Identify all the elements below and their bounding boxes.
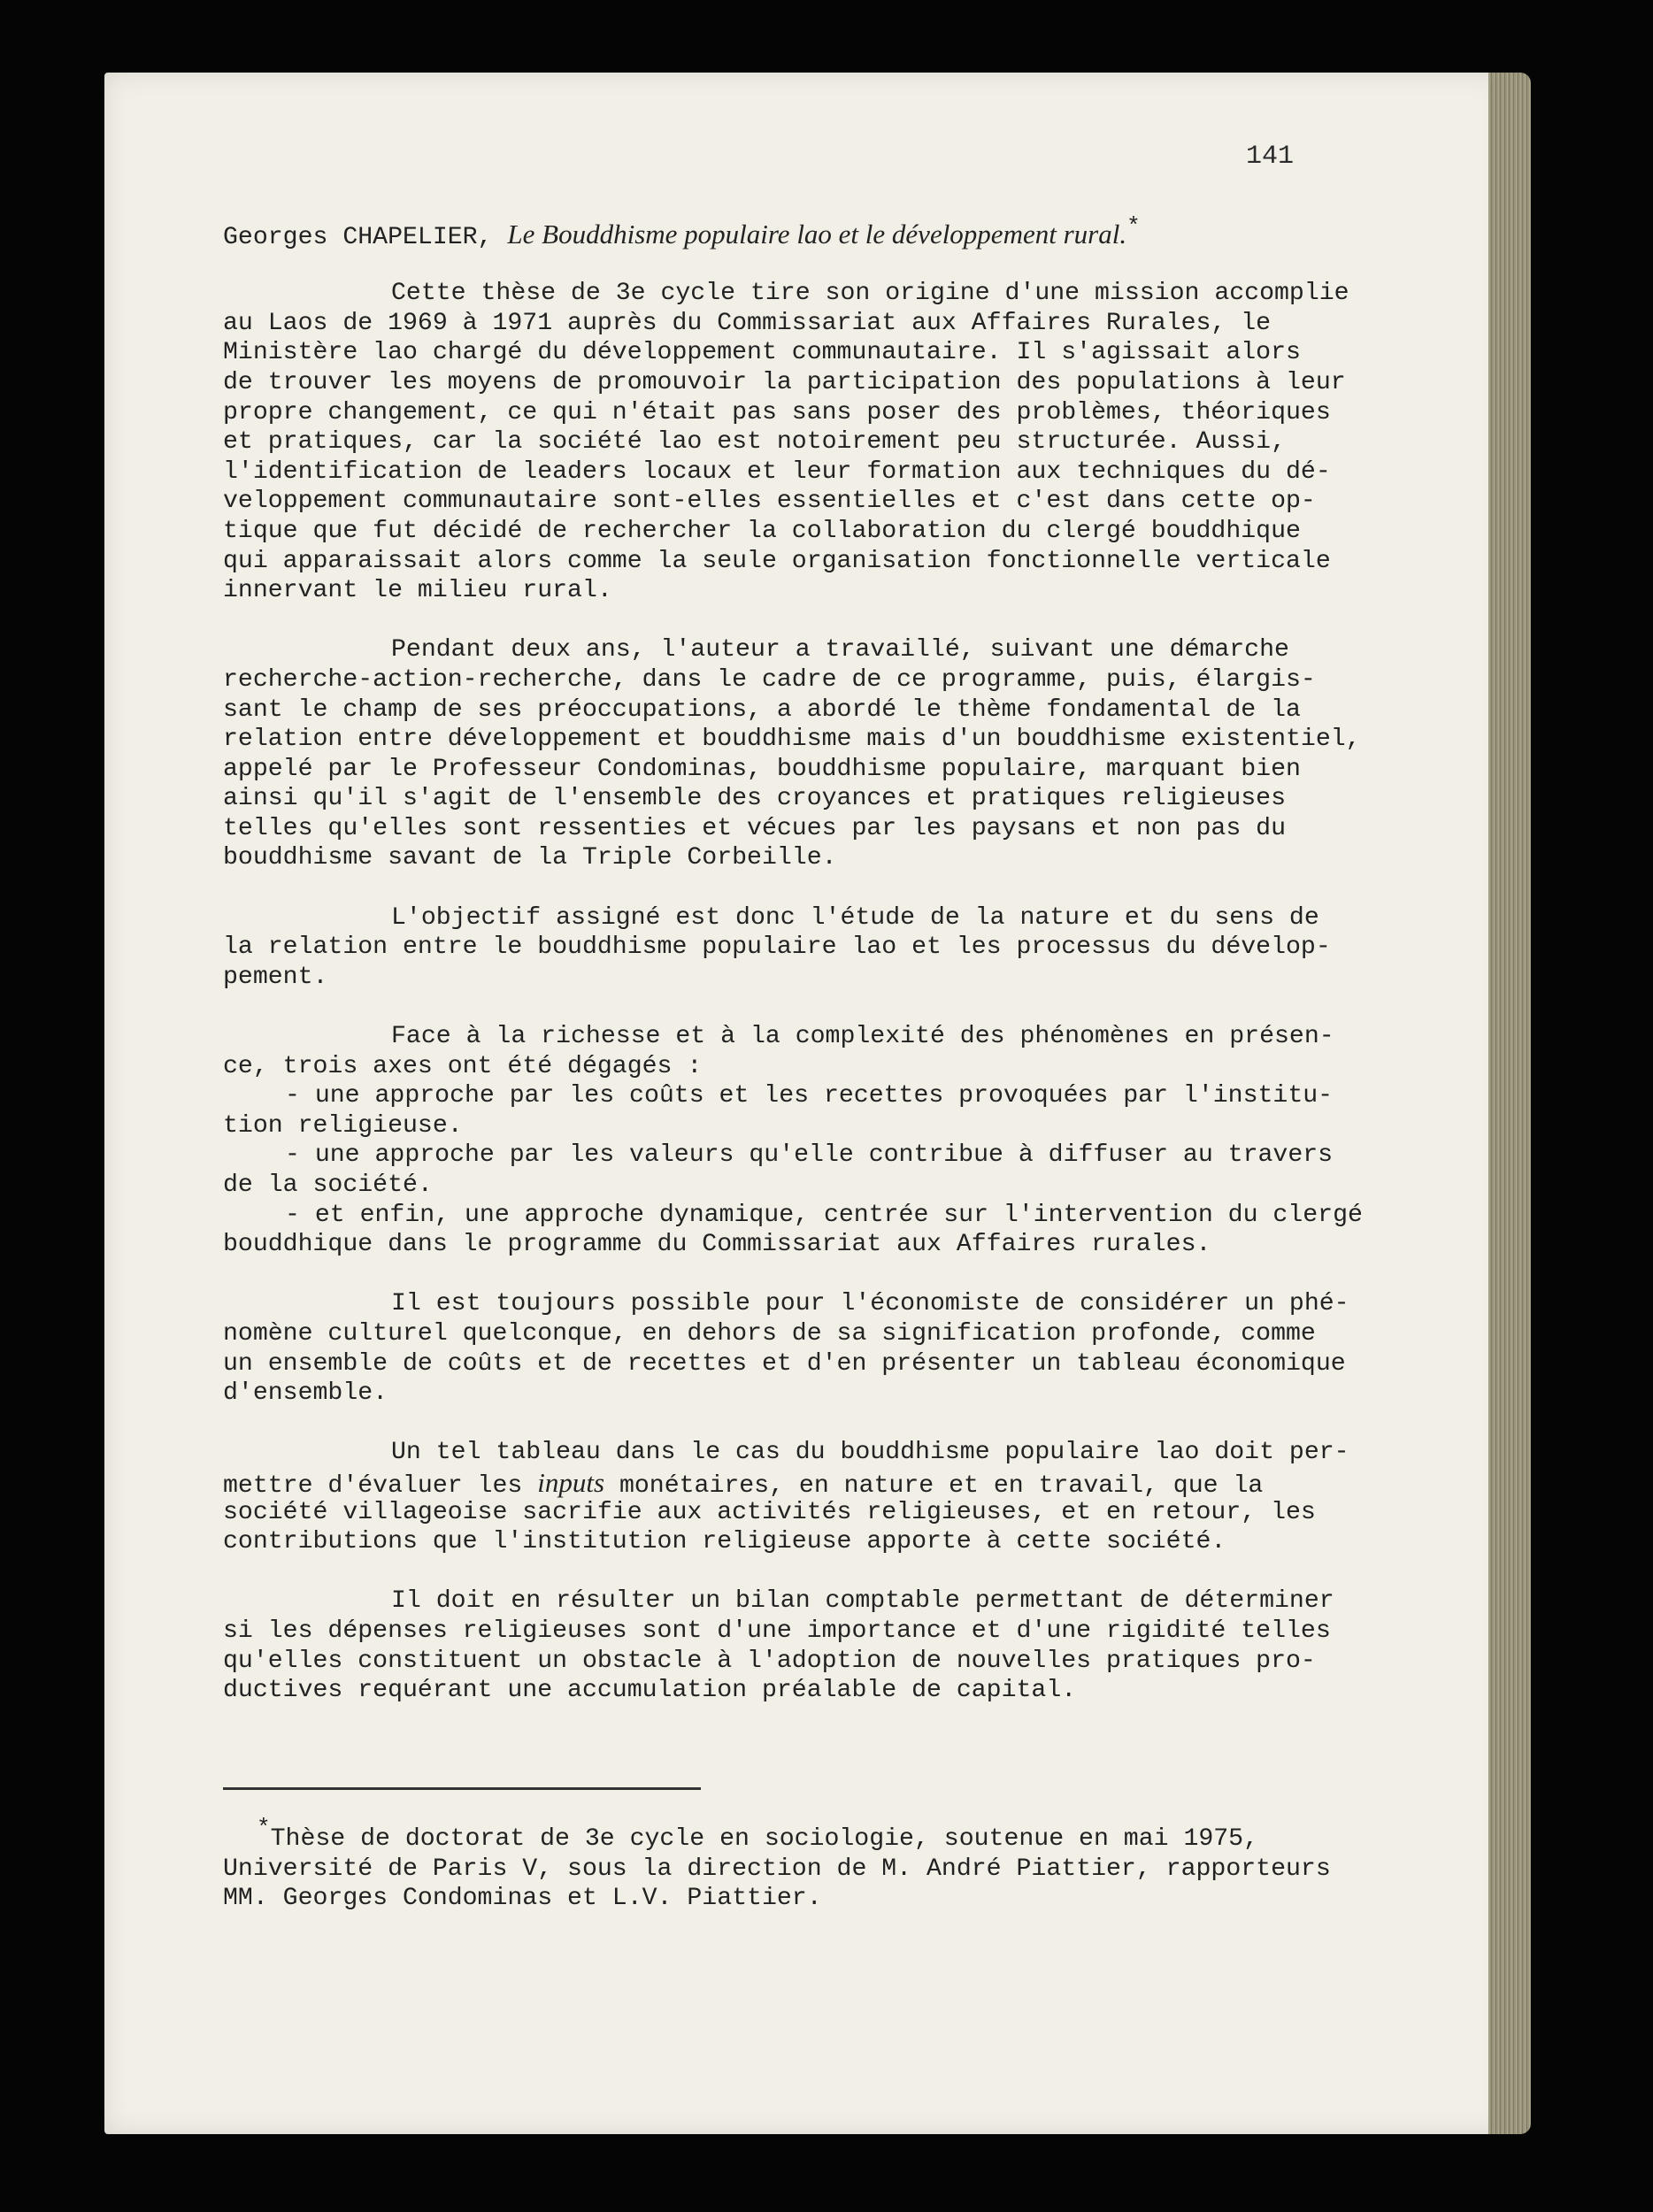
- paragraph-10-line: si les dépenses religieuses sont d'une importance et d'une rigidité telles: [223, 1617, 1331, 1645]
- paragraph-1-line: et pratiques, car la société lao est notoirement peu structurée. Aussi,: [223, 428, 1286, 457]
- paragraph-1-line: au Laos de 1969 à 1971 auprès du Commissariat aux Affaires Rurales, le: [223, 309, 1272, 337]
- footnote-marker: *: [257, 1815, 271, 1841]
- paragraph-4-line: ce, trois axes ont été dégagés :: [223, 1052, 703, 1080]
- paragraph-9-line: Un tel tableau dans le cas du bouddhisme populaire lao doit per-: [391, 1439, 1349, 1467]
- paragraph-8-line: un ensemble de coûts et de recettes et d'en présenter un tableau économique: [223, 1349, 1346, 1378]
- footnote-divider: [223, 1787, 701, 1790]
- page-stack-edge: [1488, 73, 1531, 2134]
- paragraph-10-line: qu'elles constituent un obstacle à l'adoption de nouvelles pratiques pro-: [223, 1647, 1316, 1675]
- paragraph-6-line: de la société.: [223, 1171, 433, 1199]
- paragraph-2-line: relation entre développement et bouddhisme mais d'un bouddhisme existentiel,: [223, 726, 1361, 754]
- paragraph-2-line: ainsi qu'il s'agit de l'ensemble des croyances et pratiques religieuses: [223, 785, 1286, 813]
- footnote: [223, 1815, 1331, 1914]
- paragraph-1-line: propre changement, ce qui n'était pas sans poser des problèmes, théoriques: [223, 398, 1331, 426]
- footnote-line: Université de Paris V, sous la direction de M. André Piattier, rapporteurs: [223, 1855, 1331, 1883]
- paragraph-8-line: Il est toujours possible pour l'économiste de considérer un phé-: [391, 1290, 1349, 1318]
- paragraph-2-line: sant le champ de ses préoccupations, a abordé le thème fondamental de la: [223, 695, 1301, 724]
- footnote-line: MM. Georges Condominas et L.V. Piattier.: [223, 1885, 822, 1913]
- paragraph-1-line: de trouver les moyens de promouvoir la participation des populations à leur: [223, 368, 1346, 396]
- paragraph-1-line: Cette thèse de 3e cycle tire son origine d'une mission accomplie: [391, 280, 1349, 308]
- heading-line: [223, 213, 1373, 251]
- paragraph-5-line: - une approche par les coûts et les recettes provoquées par l'institu-: [285, 1082, 1334, 1110]
- paragraph-3-line: L'objectif assigné est donc l'étude de la nature et du sens de: [391, 903, 1319, 932]
- paragraph-7-line: bouddhique dans le programme du Commissariat aux Affaires rurales.: [223, 1231, 1211, 1259]
- heading-title: Le Bouddhisme populaire lao et le développement rural.: [507, 219, 1127, 250]
- paragraph-2-line: Pendant deux ans, l'auteur a travaillé, suivant une démarche: [391, 636, 1289, 664]
- paragraph-2-line: telles qu'elles sont ressenties et vécues par les paysans et non pas du: [223, 814, 1286, 842]
- main-text: [223, 213, 1373, 1706]
- paragraph-3-line: pement.: [223, 963, 328, 991]
- paragraph-8-line: nomène culturel quelconque, en dehors de sa signification profonde, comme: [223, 1319, 1316, 1348]
- paragraph-10-line: Il doit en résulter un bilan comptable permettant de déterminer: [391, 1587, 1334, 1616]
- paragraph-4-line: Face à la richesse et à la complexité des phénomènes en présen-: [391, 1023, 1334, 1051]
- paragraph-8-line: d'ensemble.: [223, 1379, 388, 1408]
- paragraph-10-line: ductives requérant une accumulation préalable de capital.: [223, 1677, 1077, 1705]
- paragraph-3-line: la relation entre le bouddhisme populaire lao et les processus du dévelop-: [223, 933, 1331, 962]
- footnote-line: *Thèse de doctorat de 3e cycle en sociologie, soutenue en mai 1975,: [257, 1815, 1259, 1853]
- body-paragraphs: [223, 279, 1373, 1706]
- paragraph-5-line: tion religieuse.: [223, 1111, 463, 1140]
- paragraph-2-line: bouddhisme savant de la Triple Corbeille.: [223, 844, 837, 872]
- paragraph-1-line: innervant le milieu rural.: [223, 577, 612, 605]
- heading-author: Georges CHAPELIER,: [223, 224, 493, 251]
- paragraph-1-line: veloppement communautaire sont-elles essentielles et c'est dans cette op-: [223, 488, 1316, 516]
- paragraph-1-line: qui apparaissait alors comme la seule organisation fonctionnelle verticale: [223, 547, 1331, 575]
- paragraph-9-line: contributions que l'institution religieuse apporte à cette société.: [223, 1528, 1226, 1556]
- paragraph-2-line: recherche-action-recherche, dans le cadre de ce programme, puis, élargis-: [223, 665, 1316, 694]
- paragraph-6-line: - une approche par les valeurs qu'elle contribue à diffuser au travers: [285, 1141, 1334, 1170]
- paragraph-9-line: mettre d'évaluer les inputs monétaires, en nature et en travail, que la: [223, 1466, 1264, 1500]
- paragraph-1-line: Ministère lao chargé du développement communautaire. Il s'agissait alors: [223, 339, 1301, 367]
- heading-footnote-marker: *: [1126, 213, 1141, 240]
- page-number: 141: [1246, 142, 1295, 172]
- paragraph-7-line: - et enfin, une approche dynamique, centrée sur l'intervention du clergé: [285, 1201, 1363, 1229]
- paragraph-1-line: tique que fut décidé de rechercher la collaboration du clergé bouddhique: [223, 517, 1301, 545]
- paragraph-9-line: société villageoise sacrifie aux activités religieuses, et en retour, les: [223, 1498, 1316, 1526]
- paragraph-1-line: l'identification de leaders locaux et leur formation aux techniques du dé-: [223, 457, 1331, 486]
- paragraph-2-line: appelé par le Professeur Condominas, bouddhisme populaire, marquant bien: [223, 755, 1301, 783]
